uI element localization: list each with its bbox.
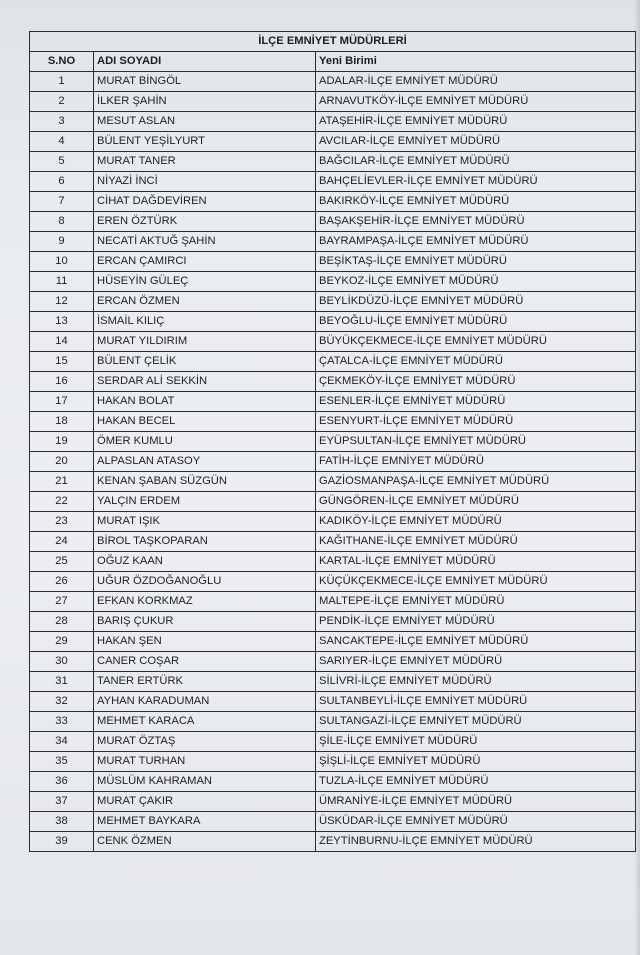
full-name-cell: MURAT IŞIK [94,512,316,532]
table-row [30,152,636,172]
table-row [30,432,636,452]
serial-number-cell: 4 [30,132,94,152]
table-row [30,392,636,412]
new-unit-cell: KÜÇÜKÇEKMECE-İLÇE EMNİYET MÜDÜRÜ [316,572,636,592]
serial-number-cell: 34 [30,732,94,752]
table-row [30,752,636,772]
new-unit-cell: ÇATALCA-İLÇE EMNİYET MÜDÜRÜ [316,352,636,372]
table-row [30,92,636,112]
full-name-cell: CENK ÖZMEN [94,832,316,852]
full-name-cell: HAKAN BOLAT [94,392,316,412]
table-row [30,172,636,192]
new-unit-cell: AVCILAR-İLÇE EMNİYET MÜDÜRÜ [316,132,636,152]
table-row [30,692,636,712]
serial-number-cell: 9 [30,232,94,252]
header-full-name: ADI SOYADI [94,52,316,72]
new-unit-cell: BEYLİKDÜZÜ-İLÇE EMNİYET MÜDÜRÜ [316,292,636,312]
full-name-cell: KENAN ŞABAN SÜZGÜN [94,472,316,492]
table-row [30,552,636,572]
table-row [30,832,636,852]
full-name-cell: UĞUR ÖZDOĞANOĞLU [94,572,316,592]
table-row [30,112,636,132]
table-row [30,812,636,832]
new-unit-cell: BEYKOZ-İLÇE EMNİYET MÜDÜRÜ [316,272,636,292]
full-name-cell: MURAT ÇAKIR [94,792,316,812]
serial-number-cell: 6 [30,172,94,192]
serial-number-cell: 8 [30,212,94,232]
full-name-cell: ÖMER KUMLU [94,432,316,452]
new-unit-cell: KAĞITHANE-İLÇE EMNİYET MÜDÜRÜ [316,532,636,552]
table-row [30,352,636,372]
full-name-cell: HAKAN BECEL [94,412,316,432]
full-name-cell: MÜSLÜM KAHRAMAN [94,772,316,792]
table-row [30,712,636,732]
appointment-table [29,31,636,852]
serial-number-cell: 27 [30,592,94,612]
serial-number-cell: 39 [30,832,94,852]
new-unit-cell: SİLİVRİ-İLÇE EMNİYET MÜDÜRÜ [316,672,636,692]
serial-number-cell: 33 [30,712,94,732]
serial-number-cell: 36 [30,772,94,792]
new-unit-cell: BÜYÜKÇEKMECE-İLÇE EMNİYET MÜDÜRÜ [316,332,636,352]
new-unit-cell: ARNAVUTKÖY-İLÇE EMNİYET MÜDÜRÜ [316,92,636,112]
full-name-cell: MURAT BİNGÖL [94,72,316,92]
full-name-cell: TANER ERTÜRK [94,672,316,692]
table-row [30,652,636,672]
serial-number-cell: 16 [30,372,94,392]
full-name-cell: MEHMET KARACA [94,712,316,732]
table-row [30,372,636,392]
serial-number-cell: 29 [30,632,94,652]
full-name-cell: MEHMET BAYKARA [94,812,316,832]
table-row [30,792,636,812]
new-unit-cell: ADALAR-İLÇE EMNİYET MÜDÜRÜ [316,72,636,92]
full-name-cell: BÜLENT ÇELİK [94,352,316,372]
serial-number-cell: 35 [30,752,94,772]
full-name-cell: BARIŞ ÇUKUR [94,612,316,632]
table-row [30,632,636,652]
full-name-cell: EFKAN KORKMAZ [94,592,316,612]
table-row [30,252,636,272]
table-row [30,412,636,432]
new-unit-cell: ÜMRANİYE-İLÇE EMNİYET MÜDÜRÜ [316,792,636,812]
table-row [30,292,636,312]
header-serial-number: S.NO [30,52,94,72]
full-name-cell: HÜSEYİN GÜLEÇ [94,272,316,292]
serial-number-cell: 18 [30,412,94,432]
new-unit-cell: BAŞAKŞEHİR-İLÇE EMNİYET MÜDÜRÜ [316,212,636,232]
new-unit-cell: ESENLER-İLÇE EMNİYET MÜDÜRÜ [316,392,636,412]
new-unit-cell: ESENYURT-İLÇE EMNİYET MÜDÜRÜ [316,412,636,432]
table-row [30,612,636,632]
serial-number-cell: 23 [30,512,94,532]
serial-number-cell: 12 [30,292,94,312]
serial-number-cell: 20 [30,452,94,472]
new-unit-cell: ATAŞEHİR-İLÇE EMNİYET MÜDÜRÜ [316,112,636,132]
serial-number-cell: 22 [30,492,94,512]
title-row [30,32,636,52]
new-unit-cell: MALTEPE-İLÇE EMNİYET MÜDÜRÜ [316,592,636,612]
full-name-cell: YALÇIN ERDEM [94,492,316,512]
table-row [30,472,636,492]
full-name-cell: İSMAİL KILIÇ [94,312,316,332]
new-unit-cell: GAZİOSMANPAŞA-İLÇE EMNİYET MÜDÜRÜ [316,472,636,492]
serial-number-cell: 21 [30,472,94,492]
serial-number-cell: 38 [30,812,94,832]
table-row [30,572,636,592]
table-title: İLÇE EMNİYET MÜDÜRLERİ [30,32,636,52]
serial-number-cell: 32 [30,692,94,712]
header-new-unit: Yeni Birimi [316,52,636,72]
header-row [30,52,636,72]
full-name-cell: HAKAN ŞEN [94,632,316,652]
serial-number-cell: 15 [30,352,94,372]
table-row [30,332,636,352]
full-name-cell: MESUT ASLAN [94,112,316,132]
full-name-cell: SERDAR ALİ SEKKİN [94,372,316,392]
serial-number-cell: 7 [30,192,94,212]
table-row [30,672,636,692]
new-unit-cell: SULTANBEYLİ-İLÇE EMNİYET MÜDÜRÜ [316,692,636,712]
serial-number-cell: 30 [30,652,94,672]
serial-number-cell: 25 [30,552,94,572]
table-head [30,32,636,72]
new-unit-cell: ŞİLE-İLÇE EMNİYET MÜDÜRÜ [316,732,636,752]
new-unit-cell: TUZLA-İLÇE EMNİYET MÜDÜRÜ [316,772,636,792]
new-unit-cell: BAYRAMPAŞA-İLÇE EMNİYET MÜDÜRÜ [316,232,636,252]
full-name-cell: EREN ÖZTÜRK [94,212,316,232]
new-unit-cell: BEŞİKTAŞ-İLÇE EMNİYET MÜDÜRÜ [316,252,636,272]
serial-number-cell: 11 [30,272,94,292]
table-row [30,272,636,292]
full-name-cell: BÜLENT YEŞİLYURT [94,132,316,152]
full-name-cell: AYHAN KARADUMAN [94,692,316,712]
full-name-cell: ERCAN ÖZMEN [94,292,316,312]
serial-number-cell: 24 [30,532,94,552]
table-row [30,732,636,752]
table-row [30,72,636,92]
table-row [30,512,636,532]
serial-number-cell: 14 [30,332,94,352]
table-row [30,132,636,152]
full-name-cell: MURAT TANER [94,152,316,172]
serial-number-cell: 10 [30,252,94,272]
serial-number-cell: 17 [30,392,94,412]
new-unit-cell: ŞİŞLİ-İLÇE EMNİYET MÜDÜRÜ [316,752,636,772]
serial-number-cell: 31 [30,672,94,692]
serial-number-cell: 5 [30,152,94,172]
table-row [30,232,636,252]
table-row [30,592,636,612]
page-edge-shadow [634,0,640,955]
serial-number-cell: 26 [30,572,94,592]
full-name-cell: MURAT TURHAN [94,752,316,772]
new-unit-cell: SULTANGAZİ-İLÇE EMNİYET MÜDÜRÜ [316,712,636,732]
serial-number-cell: 2 [30,92,94,112]
new-unit-cell: EYÜPSULTAN-İLÇE EMNİYET MÜDÜRÜ [316,432,636,452]
table-row [30,452,636,472]
new-unit-cell: PENDİK-İLÇE EMNİYET MÜDÜRÜ [316,612,636,632]
serial-number-cell: 28 [30,612,94,632]
table-row [30,492,636,512]
new-unit-cell: KARTAL-İLÇE EMNİYET MÜDÜRÜ [316,552,636,572]
new-unit-cell: BEYOĞLU-İLÇE EMNİYET MÜDÜRÜ [316,312,636,332]
new-unit-cell: SARIYER-İLÇE EMNİYET MÜDÜRÜ [316,652,636,672]
new-unit-cell: BAĞCILAR-İLÇE EMNİYET MÜDÜRÜ [316,152,636,172]
new-unit-cell: BAKIRKÖY-İLÇE EMNİYET MÜDÜRÜ [316,192,636,212]
full-name-cell: MURAT YILDIRIM [94,332,316,352]
table-row [30,772,636,792]
table-row [30,192,636,212]
new-unit-cell: FATİH-İLÇE EMNİYET MÜDÜRÜ [316,452,636,472]
table-row [30,312,636,332]
serial-number-cell: 13 [30,312,94,332]
full-name-cell: ALPASLAN ATASOY [94,452,316,472]
serial-number-cell: 3 [30,112,94,132]
full-name-cell: İLKER ŞAHİN [94,92,316,112]
new-unit-cell: GÜNGÖREN-İLÇE EMNİYET MÜDÜRÜ [316,492,636,512]
full-name-cell: CANER COŞAR [94,652,316,672]
full-name-cell: CİHAT DAĞDEVİREN [94,192,316,212]
full-name-cell: NECATİ AKTUĞ ŞAHİN [94,232,316,252]
table-row [30,212,636,232]
new-unit-cell: ZEYTİNBURNU-İLÇE EMNİYET MÜDÜRÜ [316,832,636,852]
table-row [30,532,636,552]
full-name-cell: MURAT ÖZTAŞ [94,732,316,752]
table-body [30,72,636,852]
full-name-cell: BİROL TAŞKOPARAN [94,532,316,552]
serial-number-cell: 37 [30,792,94,812]
new-unit-cell: ÇEKMEKÖY-İLÇE EMNİYET MÜDÜRÜ [316,372,636,392]
full-name-cell: NİYAZİ İNCİ [94,172,316,192]
serial-number-cell: 1 [30,72,94,92]
new-unit-cell: KADIKÖY-İLÇE EMNİYET MÜDÜRÜ [316,512,636,532]
full-name-cell: ERCAN ÇAMIRCI [94,252,316,272]
serial-number-cell: 19 [30,432,94,452]
new-unit-cell: SANCAKTEPE-İLÇE EMNİYET MÜDÜRÜ [316,632,636,652]
new-unit-cell: BAHÇELİEVLER-İLÇE EMNİYET MÜDÜRÜ [316,172,636,192]
full-name-cell: OĞUZ KAAN [94,552,316,572]
new-unit-cell: ÜSKÜDAR-İLÇE EMNİYET MÜDÜRÜ [316,812,636,832]
